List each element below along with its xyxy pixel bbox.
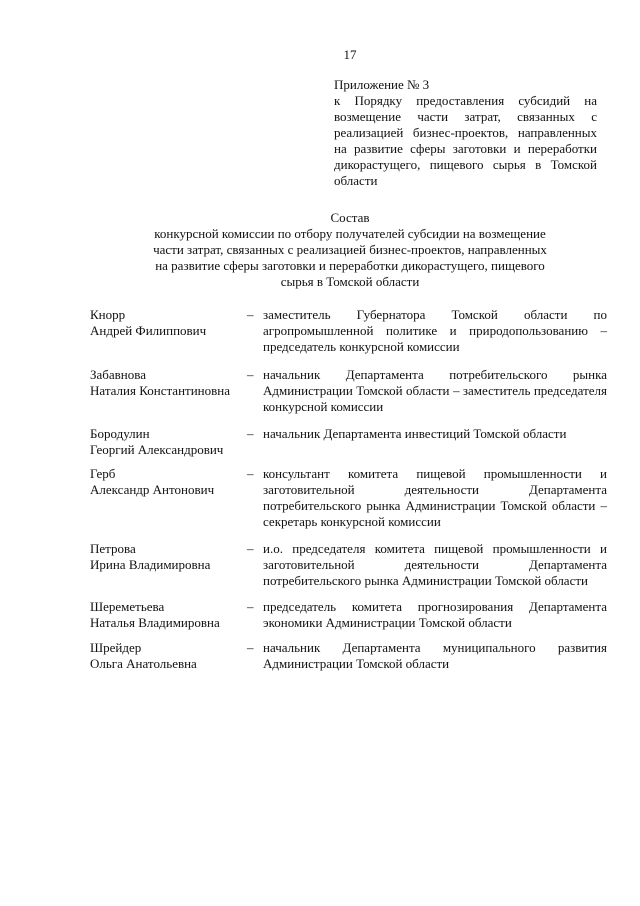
- member-dash: –: [247, 599, 254, 614]
- member-given-names: Наталия Константиновна: [90, 383, 230, 398]
- member-role: и.о. председателя комитета пищевой промышленности и заготовительной деятельности Департамента потребительского рынка Администрации Томской области: [263, 541, 607, 588]
- document-heading: [130, 210, 570, 290]
- heading-line: части затрат, связанных с реализацией бизнес-проектов, направленных: [153, 242, 547, 257]
- member-name: [90, 426, 245, 458]
- member-role: заместитель Губернатора Томской области по агропромышленной политике и природопользованию – председатель конкурсной комиссии: [263, 307, 607, 354]
- member-dash: –: [247, 640, 254, 655]
- member-given-names: Андрей Филиппович: [90, 323, 207, 338]
- member-dash: –: [247, 541, 254, 556]
- heading-title: Состав: [330, 210, 370, 225]
- member-given-names: Александр Антонович: [90, 482, 215, 497]
- annex-title: Приложение № 3: [334, 77, 430, 92]
- member-given-names: Ольга Анатольевна: [90, 656, 197, 671]
- page-number: 17: [343, 47, 357, 62]
- heading-line: на развитие сферы заготовки и переработки дикорастущего, пищевого: [155, 258, 545, 273]
- member-dash: –: [247, 426, 254, 441]
- heading-line: сырья в Томской области: [280, 274, 420, 289]
- member-row: [90, 307, 607, 355]
- member-dash: –: [247, 466, 254, 481]
- member-role: начальник Департамента муниципального развития Администрации Томской области: [263, 640, 607, 671]
- member-surname: Забавнова: [90, 367, 146, 382]
- member-name: [90, 466, 245, 498]
- heading-line: конкурсной комиссии по отбору получателей субсидии на возмещение: [154, 226, 546, 241]
- member-surname: Кнорр: [90, 307, 126, 322]
- member-surname: Герб: [90, 466, 116, 481]
- member-dash: –: [247, 367, 254, 382]
- annex-block: [334, 77, 597, 189]
- member-surname: Бородулин: [90, 426, 150, 441]
- member-row: [90, 426, 607, 458]
- member-name: [90, 541, 245, 573]
- member-surname: Петрова: [90, 541, 136, 556]
- member-name: [90, 640, 245, 672]
- member-row: [90, 466, 607, 530]
- member-row: [90, 640, 607, 672]
- member-role: начальник Департамента потребительского рынка Администрации Томской области – заместитель председателя конкурсной комиссии: [263, 367, 607, 414]
- annex-reference: к Порядку предоставления субсидий на возмещение части затрат, связанных с реализацией бизнес-проектов, направленных на развитие сферы заготовки и переработки дикорастущего, пищевого сырья в Томской области: [334, 93, 597, 188]
- member-name: [90, 367, 245, 399]
- member-role: начальник Департамента инвестиций Томской области: [263, 426, 567, 441]
- member-row: [90, 599, 607, 631]
- member-surname: Шрейдер: [90, 640, 142, 655]
- member-given-names: Наталья Владимировна: [90, 615, 220, 630]
- member-name: [90, 599, 245, 631]
- member-dash: –: [247, 307, 254, 322]
- member-role: консультант комитета пищевой промышленности и заготовительной деятельности Департамента потребительского рынка Администрации Томской области – секретарь конкурсной комиссии: [263, 466, 607, 529]
- member-name: [90, 307, 245, 339]
- member-surname: Шереметьева: [90, 599, 165, 614]
- member-row: [90, 367, 607, 415]
- member-role: председатель комитета прогнозирования Департамента экономики Администрации Томской области: [263, 599, 607, 630]
- member-row: [90, 541, 607, 589]
- member-given-names: Георгий Александрович: [90, 442, 224, 457]
- member-given-names: Ирина Владимировна: [90, 557, 211, 572]
